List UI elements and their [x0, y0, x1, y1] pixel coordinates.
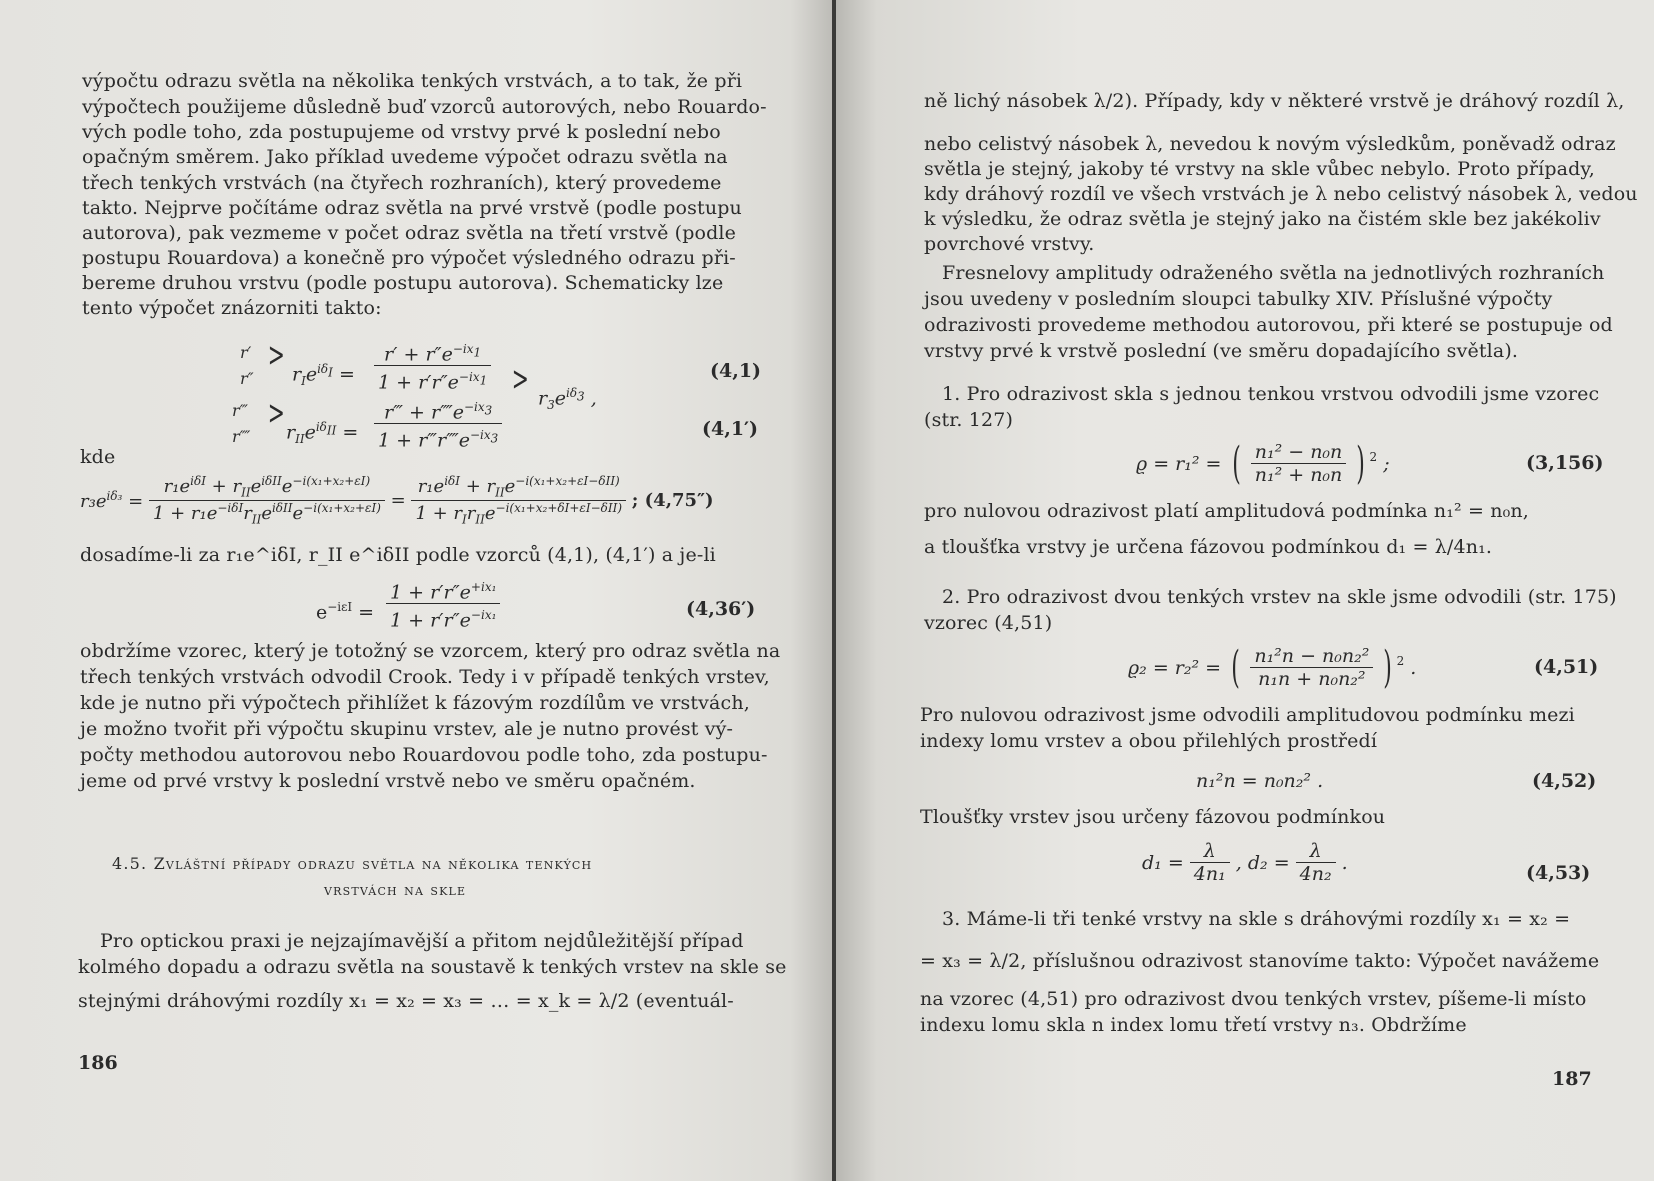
eq-term: ;: [1383, 452, 1390, 475]
eq-fraction: $\frac{r_1e^{i\delta I} + r_{II}e^{i\delta II}e^{-i(x_1+x_2+\varepsilon I)}}{1 + r_1e^{-i\delta I}r_{II}e^{i\delta II}e^{-i(x_1+x_2+\varepsilon I)}}$: [149, 474, 385, 526]
eq-lhs: $r_Ie^{i\delta_I}$ =: [292, 362, 355, 389]
eq-term: .: [1341, 851, 1348, 874]
eq-fraction: $\frac{r' + r''e^{-ix_1}}{1 + r'r''e^{-ix_1}}$: [374, 338, 491, 394]
text-line: dosadíme-li za r₁e^iδI, r_II e^iδII podle vzorců (4,1), (4,1′) a je-li: [80, 544, 716, 566]
eq-term: r′: [240, 343, 252, 362]
text-line: vrstvy prvé k vrstvě poslední (ve směru dopadajícího světla).: [924, 340, 1519, 362]
text-line: odrazivosti provedeme methodou autorovou, při které se postupuje od: [924, 314, 1613, 336]
eq-term: r‴: [232, 401, 248, 420]
text-line: nebo celistvý násobek λ, nevedou k novým výsledkům, poněvadž odraz: [924, 133, 1616, 155]
text-line: = x₃ = λ/2, příslušnou odrazivost stanovíme takto: Výpočet navážeme: [920, 950, 1600, 972]
equation-4-75: $r_3e^{i\delta_3}$ = $\frac{r_1e^{i\delta I} + r_{II}e^{i\delta II}e^{-i(x_1+x_2+\varepsilon I)}}{1 + r_1e^{-i\delta I}r_{II}e^{i\delta II}e^{-i(x_1+x_2+\varepsilon I)}}$ = $\frac{r_1e^{i\delta I} + r_{II}e^{-i(x_1+x_2+\varepsilon I-\delta II)}}{1 + r_Ir_{II}e^{-i(x_1+x_2+\delta I+\varepsilon I-\delta II)}}$ ; (4,75″): [80, 474, 714, 527]
text-line: a tloušťka vrstvy je určena fázovou podmínkou d₁ = λ/4n₁.: [924, 536, 1493, 558]
section-heading: vrstvách na skle: [324, 880, 467, 899]
paren-right-icon: ): [1383, 642, 1393, 693]
equation-number: (4,36′): [686, 598, 756, 620]
section-heading: 4.5. Zvláštní případy odrazu světla na několika tenkých: [112, 854, 593, 873]
text-line: bereme druhou vrstvu (podle postupu autorova). Schematicky lze: [82, 272, 724, 294]
eq-term: r″: [240, 369, 254, 388]
equation-number: ; (4,75″): [631, 489, 714, 511]
text-line: takto. Nejprve počítáme odraz světla na prvé vrstvě (podle postupu: [82, 197, 742, 219]
text-line: 2. Pro odrazivost dvou tenkých vrstev na skle jsme odvodili (str. 175): [942, 586, 1617, 608]
eq-result: $r_3e^{i\delta_3}$ ,: [538, 386, 597, 413]
eq-lhs: ϱ₂ = r₂² =: [1128, 656, 1222, 679]
text-line: povrchové vrstvy.: [924, 233, 1095, 255]
right-page: [836, 0, 1654, 1181]
eq-fraction: $\frac{r_1e^{i\delta I} + r_{II}e^{-i(x_1+x_2+\varepsilon I-\delta II)}}{1 + r_Ir_{II}e^{-i(x_1+x_2+\delta I+\varepsilon I-\delta II)}}$: [411, 474, 626, 526]
brace-right-icon: >: [511, 359, 529, 399]
text-line: kde je nutno při výpočtech přihlížet k fázovým rozdílům ve vrstvách,: [80, 692, 750, 714]
text-line: Tloušťky vrstev jsou určeny fázovou podmínkou: [920, 806, 1386, 828]
equation-4-52: n₁²n = n₀n₂² .: [1196, 770, 1324, 792]
text-line: ně lichý násobek λ/2). Případy, kdy v některé vrstvě je dráhový rozdíl λ,: [924, 90, 1625, 112]
text-line: pro nulovou odrazivost platí amplitudová podmínka n₁² = n₀n,: [924, 500, 1529, 522]
eq-fraction: $\frac{\text{n₁²n − n₀n₂²}}{\text{n₁n + n₀n₂²}}$: [1250, 645, 1373, 690]
text-line: jeme od prvé vrstvy k poslední vrstvě nebo ve směru opačném.: [80, 770, 696, 792]
text-line: vých podle toho, zda postupujeme od vrstvy prvé k poslední nebo: [82, 121, 721, 143]
eq-fraction: $\frac{\lambda}{\text{4n₁}}$: [1190, 840, 1230, 885]
text-line: třech tenkých vrstvách odvodil Crook. Tedy i v případě tenkých vrstev,: [80, 666, 770, 688]
text-line: Fresnelovy amplitudy odraženého světla na jednotlivých rozhraních: [942, 262, 1605, 284]
text-line: Pro nulovou odrazivost jsme odvodili amplitudovou podmínku mezi: [920, 704, 1575, 726]
eq-fraction: $\frac{\text{n₁² − n₀n}}{\text{n₁² + n₀n}}$: [1251, 441, 1347, 486]
equation-number: (4,1): [710, 360, 762, 382]
text-line: jsou uvedeny v posledním sloupci tabulky XIV. Příslušné výpočty: [924, 288, 1553, 310]
text-line: kolmého dopadu a odrazu světla na soustavě k tenkých vrstev na skle se: [78, 956, 787, 978]
equation-number: (4,52): [1532, 770, 1597, 792]
eq-fraction: $\frac{1 + r'r''e^{+ix_1}}{1 + r'r''e^{-ix_1}}$: [386, 576, 500, 632]
eq-term: .: [1410, 656, 1417, 679]
text-line: světla je stejný, jakoby té vrstvy na skle vůbec nebylo. Proto případy,: [924, 158, 1595, 180]
eq-fraction: $\frac{\lambda}{\text{4n₂}}$: [1296, 840, 1336, 885]
equation-3-156: ϱ = r₁² = ( $\frac{\text{n₁² − n₀n}}{\text{n₁² + n₀n}}$ ) $^2$ ;: [1136, 438, 1390, 489]
text-line: 3. Máme-li tři tenké vrstvy na skle s dráhovými rozdíly x₁ = x₂ =: [942, 908, 1571, 930]
page-number: 187: [1552, 1068, 1592, 1090]
equation-number: (4,51): [1534, 656, 1599, 678]
text-line: výpočtech použijeme důsledně buď vzorců autorových, nebo Rouardo-: [82, 96, 767, 118]
eq-term: d₁ =: [1142, 851, 1184, 874]
paren-left-icon: (: [1231, 642, 1240, 693]
text-line: obdržíme vzorec, který je totožný se vzorcem, který pro odraz světla na: [80, 640, 781, 662]
text-line: indexy lomu vrstev a obou přilehlých prostředí: [920, 730, 1378, 752]
text-line: počty methodou autorovou nebo Rouardovou podle toho, zda postupu-: [80, 744, 768, 766]
paren-left-icon: (: [1231, 438, 1241, 489]
eq-term: , d₂ =: [1235, 851, 1290, 874]
eq-lhs: $r_{II}e^{i\delta_{II}}$ =: [286, 420, 359, 447]
eq-lhs: $r_3e^{i\delta_3}$ =: [80, 488, 144, 512]
equation-4-53: [1142, 840, 1348, 885]
text-line: stejnými dráhovými rozdíly x₁ = x₂ = x₃ = … = x_k = λ/2 (eventuál-: [78, 990, 734, 1012]
equation-number: (4,53): [1526, 862, 1591, 884]
page-number: 186: [78, 1052, 118, 1074]
text-line: kde: [80, 446, 116, 468]
text-line: na vzorec (4,51) pro odrazivost dvou tenkých vrstev, píšeme-li místo: [920, 988, 1587, 1010]
paren-right-icon: ): [1356, 438, 1366, 489]
text-line: indexu lomu skla n index lomu třetí vrstvy n₃. Obdržíme: [920, 1014, 1467, 1036]
text-line: je možno tvořit při výpočtu skupinu vrstev, ale je nutno provést vý-: [80, 718, 734, 740]
text-line: vzorec (4,51): [924, 612, 1053, 634]
eq-fraction: $\frac{r‴ + r⁗e^{-ix_3}}{1 + r‴r⁗e^{-ix_3}}$: [374, 396, 502, 452]
text-line: postupu Rouardova) a konečně pro výpočet výsledného odrazu při-: [82, 247, 736, 269]
text-line: výpočtu odrazu světla na několika tenkých vrstvách, a to tak, že při: [82, 70, 743, 92]
brace-right-icon: >: [267, 393, 285, 433]
text-line: Pro optickou praxi je nejzajímavější a přitom nejdůležitější případ: [100, 930, 744, 952]
equation-4-51: ϱ₂ = r₂² = ( $\frac{\text{n₁²n − n₀n₂²}}{\text{n₁n + n₀n₂²}}$ ) $^2$ .: [1128, 642, 1417, 693]
text-line: opačným směrem. Jako příklad uvedeme výpočet odrazu světla na: [82, 146, 728, 168]
text-line: kdy dráhový rozdíl ve všech vrstvách je λ nebo celistvý násobek λ, vedou: [924, 183, 1638, 205]
brace-right-icon: >: [267, 335, 285, 375]
text-line: třech tenkých vrstvách (na čtyřech rozhraních), který provedeme: [82, 172, 722, 194]
equation-number: (3,156): [1526, 452, 1604, 474]
eq-lhs: $e^{-i\varepsilon I}$ =: [316, 600, 375, 624]
eq-lhs: ϱ = r₁² =: [1136, 452, 1222, 475]
text-line: k výsledku, že odraz světla je stejný jako na čistém skle bez jakékoliv: [924, 208, 1601, 230]
text-line: tento výpočet znázorniti takto:: [82, 297, 382, 319]
text-line: 1. Pro odrazivost skla s jednou tenkou vrstvou odvodili jsme vzorec: [942, 383, 1600, 405]
text-line: autorova), pak vezmeme v počet odraz světla na třetí vrstvě (podle: [82, 222, 737, 244]
eq-term: r⁗: [232, 427, 251, 446]
text-line: (str. 127): [924, 409, 1014, 431]
equation-number: (4,1′): [702, 418, 759, 440]
